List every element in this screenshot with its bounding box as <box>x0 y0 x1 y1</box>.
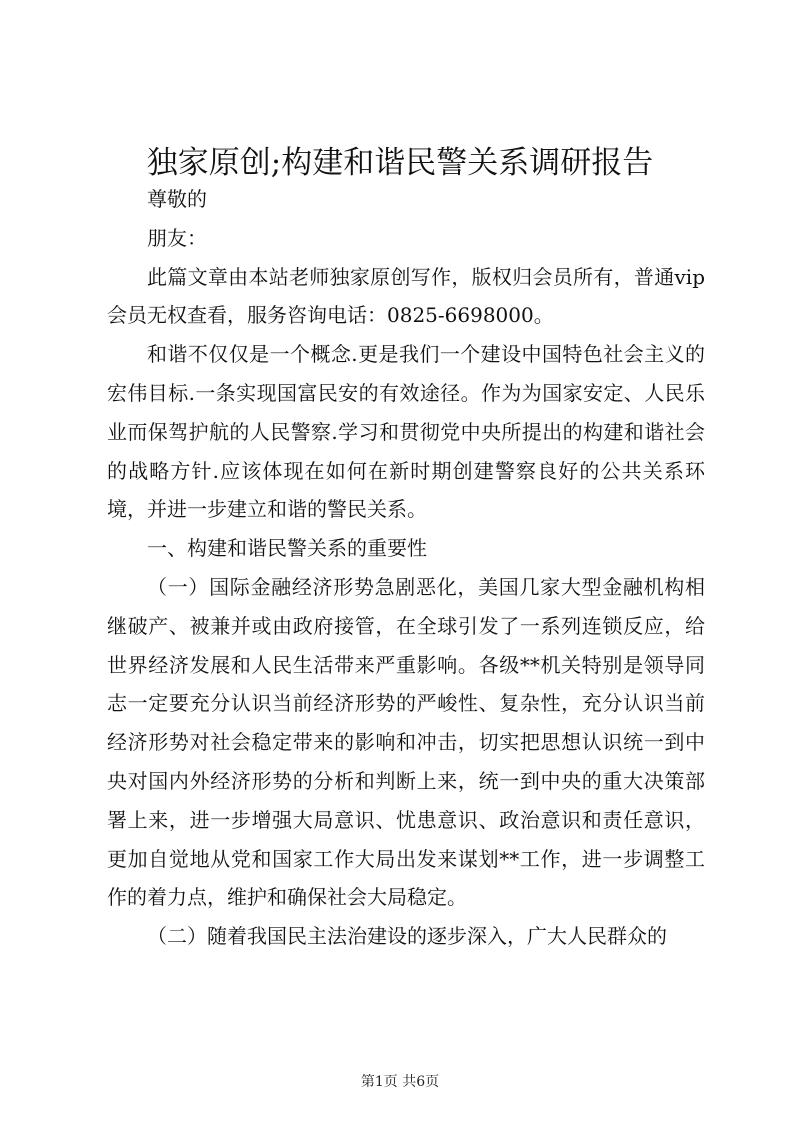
subsection-1-paragraph: （一）国际金融经济形势急剧恶化，美国几家大型金融机构相继破产、被兼并或由政府接管，在全球引发了一系列连锁反应，给世界经济发展和人民生活带来严重影响。各级**机关特别是领导同志一定要充分认识当前经济形势的严峻性、复杂性，充分认识当前经济形势对社会稳定带来的影响和冲击，切实把思想认识统一到中央对国内外经济形势的分析和判断上来，统一到中央的重大决策部署上来，进一步增强大局意识、忧患意识、政治意识和责任意识，更加自觉地从党和国家工作大局出发来谋划**工作，进一步调整工作的着力点，维护和确保社会大局稳定。 <box>107 574 705 910</box>
salutation-line-2: 朋友： <box>147 225 207 250</box>
intro-paragraph: 和谐不仅仅是一个概念.更是我们一个建设中国特色社会主义的宏伟目标.一条实现国富民安的有效途径。作为为国家安定、人民乐业而保驾护航的人民警察.学习和贯彻党中央所提出的构建和谐社会的战略方针.应该体现在如何在新时期创建警察良好的公共关系环境，并进一步建立和谐的警民关系。 <box>107 342 705 522</box>
subsection-2-paragraph: （二）随着我国民主法治建设的逐步深入，广大人民群众的 <box>147 924 667 949</box>
page-number-footer: 第1页 共6页 <box>360 1074 440 1090</box>
salutation-line-1: 尊敬的 <box>147 187 207 211</box>
section-heading: 一、构建和谐民警关系的重要性 <box>147 536 427 561</box>
copyright-notice: 此篇文章由本站老师独家原创写作，版权归会员所有，普通vip会员无权查看，服务咨询电话：0825-6698000。 <box>107 264 705 328</box>
document-body <box>107 180 705 956</box>
document-title: 独家原创;构建和谐民警关系调研报告 <box>146 145 654 181</box>
